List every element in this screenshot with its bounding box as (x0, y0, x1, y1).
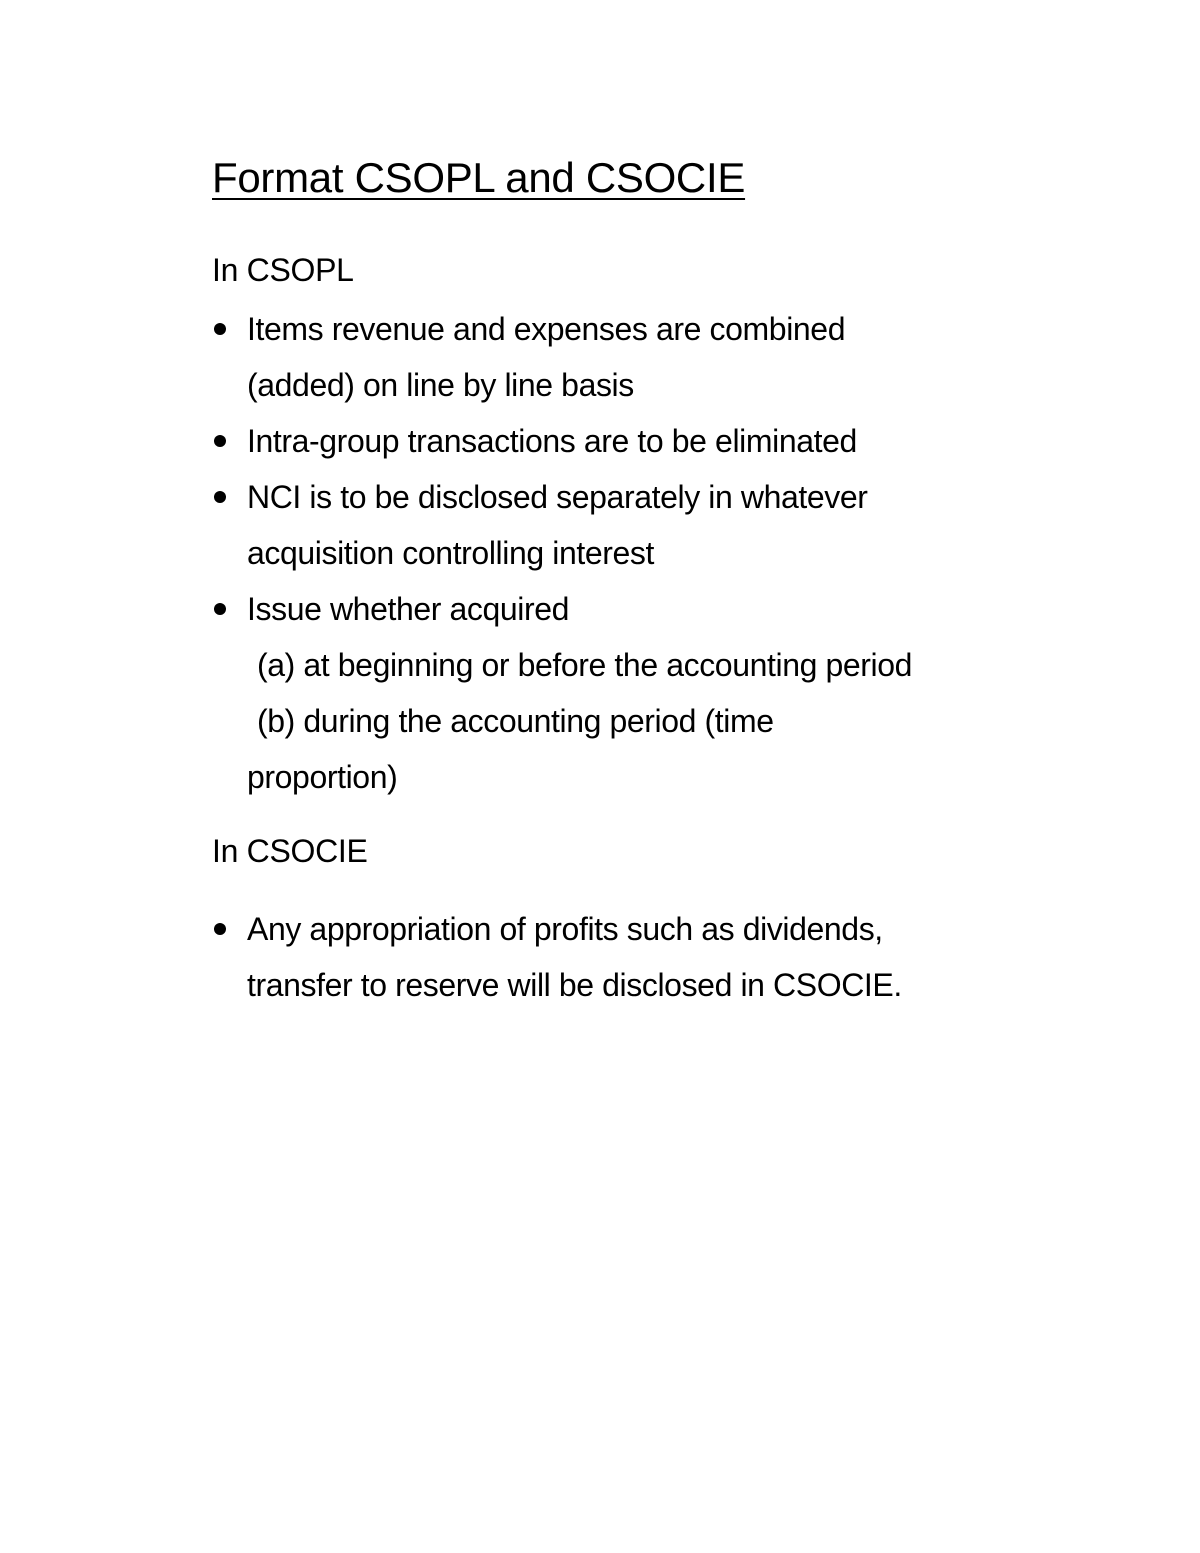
bullet-icon (214, 491, 226, 503)
document-title: Format CSOPL and CSOCIE (212, 154, 746, 201)
list-item-line: (added) on line by line basis (247, 367, 634, 403)
bullet-icon (214, 603, 226, 615)
list-item-line: Issue whether acquired (247, 591, 570, 627)
list-item-line: transfer to reserve will be disclosed in CSOCIE. (247, 967, 902, 1003)
list-item (212, 469, 1072, 581)
section-heading-csocie: In CSOCIE (212, 833, 368, 869)
list-item-subline: (b) during the accounting period (time (257, 703, 774, 739)
list-item (212, 581, 1072, 805)
list-item-line: proportion) (247, 759, 398, 795)
bullet-icon (214, 923, 226, 935)
csocie-bullet-list (212, 901, 1072, 1013)
bullet-icon (214, 435, 226, 447)
list-item (212, 413, 1072, 469)
list-item-subline: (a) at beginning or before the accounting period (257, 647, 913, 683)
section-heading-csopl: In CSOPL (212, 252, 354, 288)
bullet-icon (214, 323, 226, 335)
list-item-line: Intra-group transactions are to be eliminated (247, 423, 857, 459)
list-item-line: NCI is to be disclosed separately in whatever (247, 479, 868, 515)
list-item-line: Any appropriation of profits such as dividends, (247, 911, 883, 947)
list-item-line: Items revenue and expenses are combined (247, 311, 846, 347)
list-item-line: acquisition controlling interest (247, 535, 654, 571)
list-item (212, 901, 1072, 1013)
list-item (212, 301, 1072, 413)
csopl-bullet-list (212, 301, 1072, 805)
